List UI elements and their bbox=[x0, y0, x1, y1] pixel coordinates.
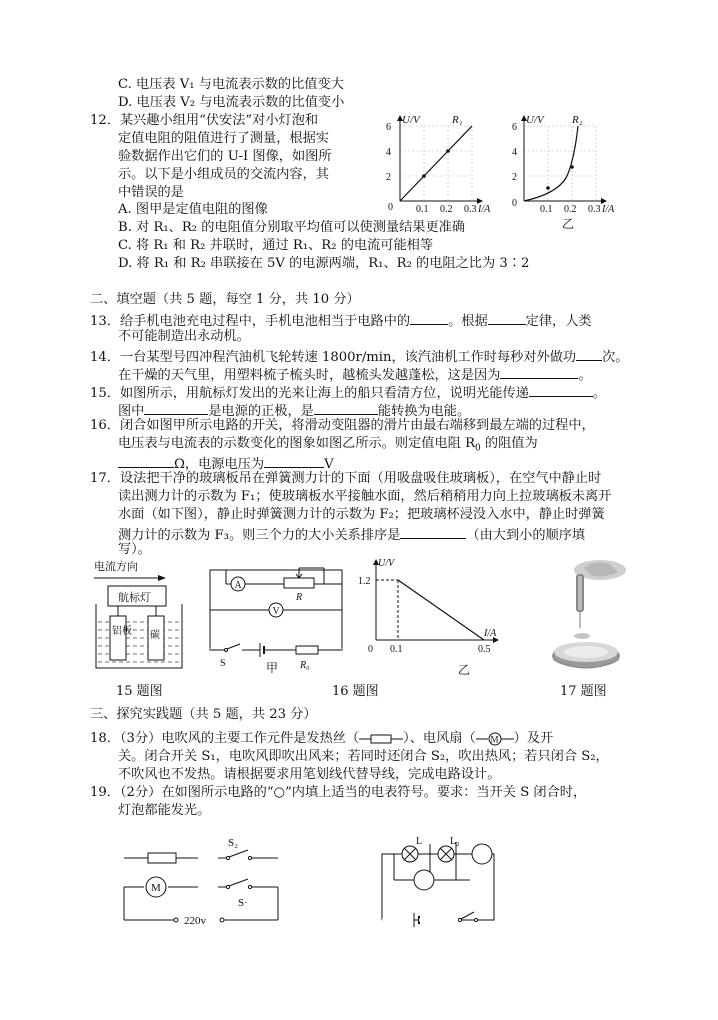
graph1-ylabel: U/V bbox=[402, 114, 420, 126]
arrow-right-icon bbox=[158, 575, 166, 581]
meter-circle-right bbox=[472, 844, 492, 864]
fig15-beacon-diagram bbox=[88, 556, 188, 680]
q19-line2: 灯泡都能发光。 bbox=[118, 803, 211, 818]
svg-text:A: A bbox=[234, 580, 242, 591]
aluminum-plate bbox=[110, 616, 126, 660]
graph2-xtick: 0.2 bbox=[564, 204, 577, 215]
q18-line2: 关。闭合开关 S₁，电吹风即吹出风来；若同时还闭合 S₂，吹出热风；若只闭合 S₂， bbox=[118, 749, 609, 764]
q11-option-c: C. 电压表 V₁ 与电流表示数的比值变大 bbox=[118, 77, 344, 92]
q14-line2: 在干燥的天气里，用塑料梳子梳头时，越梳头发越蓬松，这是因为 。 bbox=[118, 364, 592, 385]
graph1-xtick: 0.3 bbox=[464, 204, 477, 215]
fig16-circuit-a bbox=[200, 560, 350, 678]
q15-blank-3 bbox=[314, 400, 378, 415]
q13-line2: 不可能制造出永动机。 bbox=[118, 329, 250, 344]
q15-blank-1 bbox=[529, 382, 593, 397]
heating-wire-symbol bbox=[359, 733, 403, 745]
fig15-caption: 15 题图 bbox=[116, 684, 163, 699]
graph2-origin: 0 bbox=[512, 198, 517, 209]
fig15-current-label: 电流方向 bbox=[94, 561, 138, 573]
svg-text:S₂: S₂ bbox=[228, 837, 238, 849]
q15-line1: 15．如图所示，用航标灯发出的光来让海上的船只看清方位，说明光能传递 。 bbox=[90, 382, 606, 403]
fig16-graph-b bbox=[354, 556, 504, 680]
graph2-ytick: 6 bbox=[512, 122, 517, 133]
q12-stem-line2: 定值电阻的阻值进行了测量，根据实 bbox=[118, 131, 329, 146]
svg-text:M: M bbox=[151, 882, 161, 894]
q16-blank-2 bbox=[264, 453, 324, 468]
fig15-lamp-label: 航标灯 bbox=[118, 592, 151, 604]
graph2-xlabel: I/A bbox=[602, 204, 615, 215]
q12-stem-line4: 示。以下是小组成员的交流内容，其 bbox=[118, 167, 329, 182]
r1-point-2 bbox=[446, 149, 450, 153]
q16-line1: 16．闭合如图甲所示电路的开关，将滑动变阻器的滑片由最右端移到最左端的过程中， bbox=[90, 418, 595, 433]
q19-line1: 19．（2分）在如图所示电路的“○”内填上适当的电表符号。要求：当开关 S 闭合时， bbox=[90, 785, 587, 800]
svg-text:L: L bbox=[416, 836, 423, 847]
section3-heading: 三、探究实践题（共 5 题，共 23 分） bbox=[90, 707, 317, 722]
q12-stem-line3: 验数据作出它们的 U-I 图像，如图所 bbox=[118, 149, 332, 164]
graph1-ytick: 2 bbox=[386, 172, 391, 183]
r2-curve bbox=[524, 126, 578, 201]
q18-line1: 18．（3分）电吹风的主要工作元件是发热丝（ ）、电风扇（ M ）及开 bbox=[90, 731, 554, 746]
switch-s2 bbox=[229, 850, 248, 857]
graph1-xlabel: I/A bbox=[478, 204, 491, 215]
graph2-ytick: 2 bbox=[512, 172, 517, 183]
q12-option-d: D. 将 R₁ 和 R₂ 串联接在 5V 的电源两端，R₁、R₂ 的电阻之比为 3∶2 bbox=[118, 256, 530, 271]
q12-option-b: B. 对 R₁、R₂ 的电阻值分别取平均值可以使测量结果更准确 bbox=[118, 220, 466, 235]
q17-line1: 17．设法把干净的玻璃板吊在弹簧测力计的下面（用吸盘吸住玻璃板），在空气中静止时 bbox=[90, 471, 602, 486]
q17-line4: 测力计的示数为 F₃。则三个力的大小关系排序是 （由大到小的顺序填 bbox=[118, 524, 585, 545]
svg-text:0.1: 0.1 bbox=[390, 644, 403, 655]
switch-s bbox=[461, 912, 474, 919]
svg-text:220v: 220v bbox=[184, 915, 206, 927]
svg-text:I/A: I/A bbox=[484, 628, 497, 639]
q16-blank-1 bbox=[118, 453, 174, 468]
q12-stem-line1: 12．某兴趣小组用“伏安法”对小灯泡和 bbox=[90, 113, 319, 128]
q16-line3: Ω，电源电压为 V bbox=[118, 453, 334, 474]
fig17-spring-scale-photo bbox=[540, 556, 640, 676]
q12-option-c: C. 将 R₁ 和 R₂ 并联时，通过 R₁、R₂ 的电流可能相等 bbox=[118, 238, 434, 253]
graph1-xtick: 0.1 bbox=[416, 204, 429, 215]
motor-symbol-icon bbox=[476, 732, 514, 746]
svg-text:铝板: 铝板 bbox=[112, 626, 132, 637]
r2-point-2 bbox=[570, 165, 574, 169]
r1-point-1 bbox=[422, 174, 426, 178]
q17-line3: 水面（如下图），静止时弹簧测力计的示数为 F₂；把玻璃杯浸没入水中，静止时弹簧 bbox=[118, 507, 605, 522]
svg-text:0.5: 0.5 bbox=[478, 644, 491, 655]
svg-text:U/V: U/V bbox=[378, 558, 395, 569]
switch-s1 bbox=[229, 879, 248, 886]
fig17-caption: 17 题图 bbox=[560, 684, 607, 699]
q13-blank-2 bbox=[488, 310, 526, 325]
svg-text:S: S bbox=[220, 658, 226, 669]
graph1-curve-label: R₁ bbox=[452, 114, 463, 126]
rheostat bbox=[284, 578, 314, 588]
svg-text:L₂: L₂ bbox=[450, 836, 460, 847]
svg-text:乙: 乙 bbox=[458, 663, 471, 677]
q11-option-d: D. 电压表 V₂ 与电流表示数的比值变小 bbox=[118, 95, 345, 110]
svg-text:R₀: R₀ bbox=[300, 660, 310, 671]
uv-line bbox=[398, 580, 484, 640]
graph2-xtick: 0.3 bbox=[588, 204, 601, 215]
graph1-origin: 0 bbox=[388, 202, 393, 213]
q13-line1: 13．给手机电池充电过程中，手机电池相当于电路中的 。根据 定律，人类 bbox=[90, 310, 592, 331]
q13-blank-1 bbox=[410, 310, 448, 325]
graph1-ytick: 6 bbox=[386, 122, 391, 133]
fig18-hairdryer-circuit bbox=[118, 832, 298, 932]
q17-line5: 写）。 bbox=[118, 542, 151, 557]
q14-blank-2 bbox=[500, 364, 578, 379]
svg-text:R: R bbox=[296, 592, 303, 603]
fig16-caption: 16 题图 bbox=[332, 684, 379, 699]
svg-text:V: V bbox=[272, 606, 280, 617]
meter-circle-middle bbox=[414, 870, 434, 890]
graph2-caption: 乙 bbox=[562, 217, 575, 230]
svg-text:甲: 甲 bbox=[266, 661, 279, 675]
q14-blank-1 bbox=[576, 346, 602, 361]
q15-line2: 图中 是电源的正极，是 能转换为电能。 bbox=[118, 400, 470, 421]
r2-point-1 bbox=[546, 186, 550, 190]
graph2-xtick: 0.1 bbox=[540, 204, 553, 215]
q18-line3: 不吹风也不发热。请根据要求用笔划线代替导线，完成电路设计。 bbox=[118, 767, 501, 782]
switch-s bbox=[227, 644, 240, 649]
section2-heading: 二、填空题（共 5 题，每空 1 分，共 10 分） bbox=[90, 292, 360, 307]
svg-text:0: 0 bbox=[368, 644, 373, 655]
svg-text:S·: S· bbox=[238, 897, 248, 909]
r1-line bbox=[400, 126, 472, 201]
q12-graph-r1 bbox=[378, 112, 508, 220]
graph1-ytick: 4 bbox=[386, 147, 391, 158]
svg-text:碳: 碳 bbox=[150, 630, 160, 641]
q14-line1: 14．一台某型号四冲程汽油机飞轮转速 1800r/min，该汽油机工作时每秒对外做功 次。 bbox=[90, 346, 629, 367]
svg-text:M: M bbox=[490, 734, 499, 744]
graph2-ylabel: U/V bbox=[526, 114, 544, 126]
svg-text:1.2: 1.2 bbox=[358, 576, 371, 587]
q12-graph-r2 bbox=[508, 112, 638, 230]
q15-blank-2 bbox=[144, 400, 208, 415]
graph2-curve-label: R₂ bbox=[572, 114, 583, 126]
q12-stem-line5: 中错误的是 bbox=[118, 185, 184, 200]
q17-blank bbox=[400, 524, 466, 539]
q12-option-a: A. 图甲是定值电阻的图像 bbox=[118, 202, 268, 217]
resistor-r0 bbox=[296, 646, 318, 654]
heating-wire bbox=[148, 853, 176, 863]
fig19-meter-circuit bbox=[374, 832, 514, 932]
graph1-xtick: 0.2 bbox=[440, 204, 453, 215]
q16-line2: 电压表与电流表的示数变化的图象如图乙所示。则定值电阻 $R_0$ 的阻值为 bbox=[118, 436, 538, 454]
graph2-ytick: 4 bbox=[512, 147, 517, 158]
q17-line2: 读出测力计的示数为 F₁；使玻璃板水平接触水面，然后稍稍用力向上拉玻璃板未离开 bbox=[118, 489, 612, 504]
